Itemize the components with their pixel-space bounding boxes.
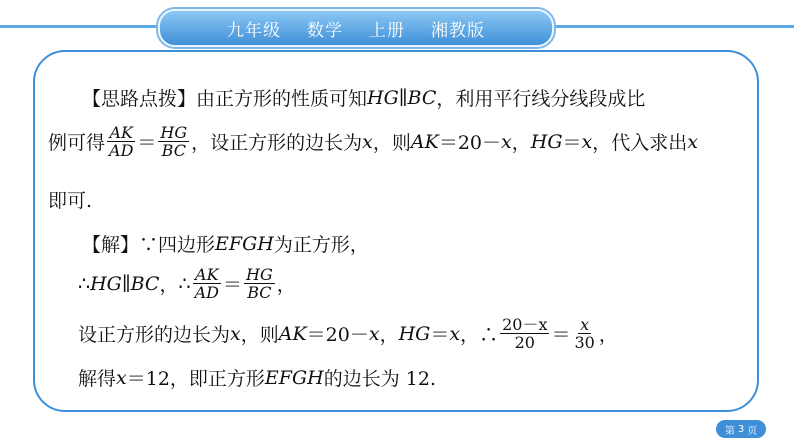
solution-line-1: 【解】 ∵四边形 EFGH 为正方形， [82, 230, 369, 257]
header-banner [158, 9, 554, 47]
solution-line-4: 解得 x ＝12，即正方形 EFGH 的边长为 12. [78, 366, 436, 390]
fraction-20-minus-x-over-20: $\frac{20-x}{20}$ [502, 315, 548, 352]
subject-label: 数学 [307, 20, 343, 41]
edition-label: 湘教版 [431, 20, 485, 41]
hg-parallel-bc: HG∥BC [367, 86, 437, 109]
fraction-hg-bc-2: $\frac{HG}{BC}$ [246, 265, 273, 302]
solution-label: 【解】 [82, 234, 140, 256]
fraction-ak-ad: $\frac{AK}{AD}$ [109, 123, 134, 160]
hint-line-2: 例可得 $\frac{AK}{AD}$ ＝ $\frac{HG}{BC}$ ，设正方形的边长为 x ，则 AK ＝20－ x ， HG ＝ x ，代入求出 x [48, 123, 698, 160]
grade-label: 九年级 [227, 20, 281, 41]
page-number-badge: 第 3 页 [716, 420, 766, 438]
fraction-x-over-30: $\frac{x}{30}$ [574, 315, 595, 352]
fraction-ak-ad-2: $\frac{AK}{AD}$ [194, 265, 219, 302]
solution-line-3: 设正方形的边长为 x ，则 AK ＝20－ x ， HG ＝ x ，∴ $\frac{20-x}{20}$ ＝ $\frac{x}{30}$ ， [78, 315, 618, 352]
hint-label: 【思路点拨】 [82, 88, 197, 110]
solution-line-2: ∴ HG∥BC ， ∴ $\frac{AK}{AD}$ ＝ $\frac{HG}{BC}$ ， [78, 265, 296, 302]
hint-line-3: 即可. [48, 190, 93, 212]
volume-label: 上册 [369, 20, 405, 41]
hint-line-1: 【思路点拨】 由正方形的性质可知 HG∥BC ，利用平行线分线段成比 [82, 84, 645, 111]
fraction-hg-bc: $\frac{HG}{BC}$ [160, 123, 188, 160]
